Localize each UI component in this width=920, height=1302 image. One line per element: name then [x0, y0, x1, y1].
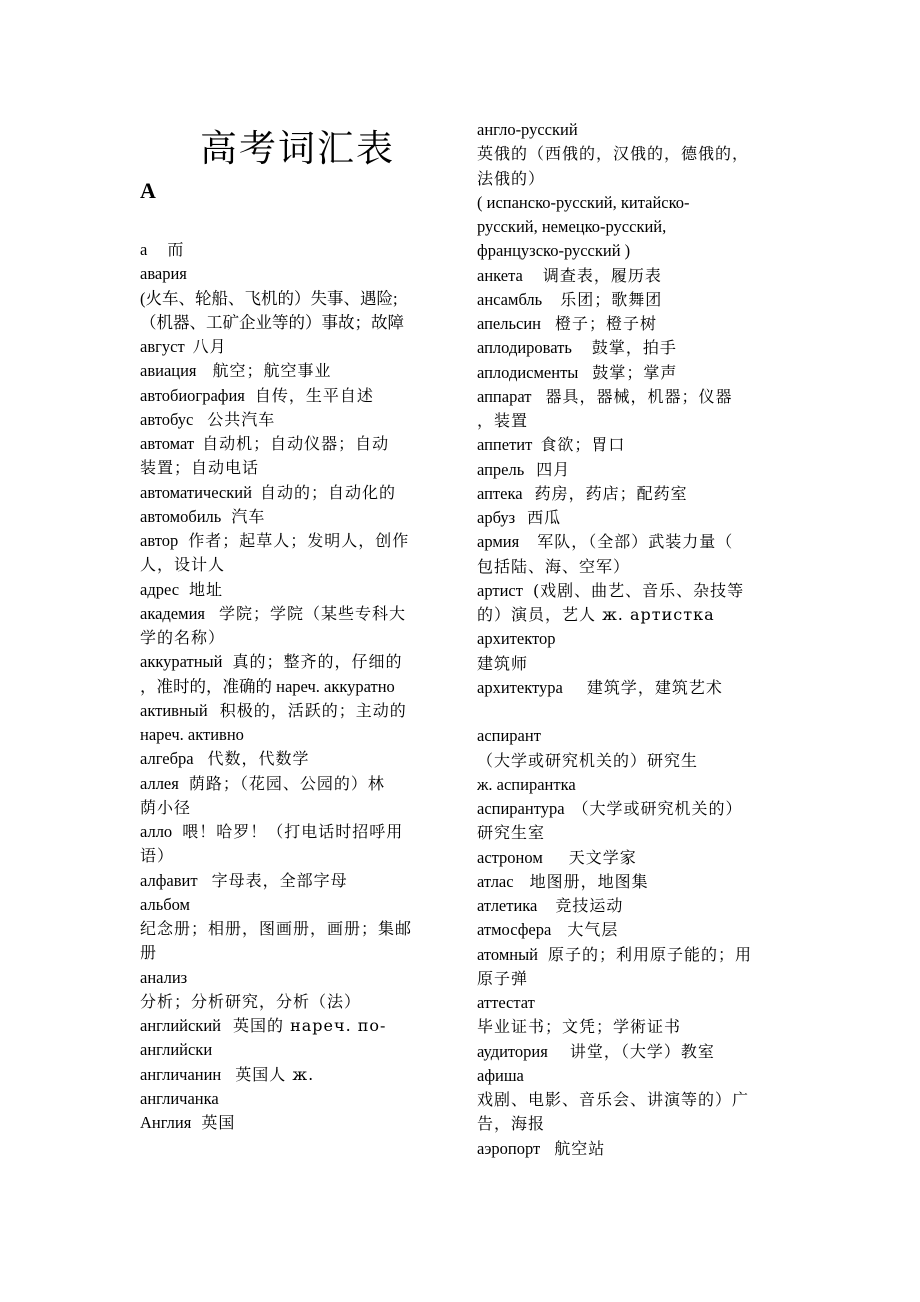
- chinese-translation: 学院；学院（某些专科大: [219, 603, 407, 623]
- vocab-line: [140, 747, 440, 771]
- russian-word: артист: [477, 580, 523, 600]
- vocab-line: [477, 991, 782, 1015]
- russian-word: атомный: [477, 944, 539, 964]
- russian-word: автомат: [140, 434, 195, 453]
- russian-word: английский: [140, 1016, 221, 1035]
- vocab-line: [140, 238, 440, 262]
- chinese-translation: 乐团；歌舞团: [560, 289, 663, 309]
- vocab-line: [140, 869, 440, 893]
- chinese-translation: ，装置: [477, 411, 529, 430]
- chinese-translation: 四月: [536, 459, 571, 479]
- vocab-line: [477, 361, 782, 385]
- vocab-line: [477, 797, 782, 821]
- vocab-line: [477, 773, 782, 797]
- chinese-translation: 汽车: [231, 506, 266, 526]
- vocab-line: [477, 821, 782, 845]
- russian-word: академия: [140, 603, 205, 623]
- chinese-translation: 军队，（全部）武装力量（: [537, 532, 734, 552]
- vocab-line: [477, 1040, 782, 1064]
- vocab-line: [477, 239, 782, 263]
- vocab-line: [140, 820, 440, 844]
- chinese-translation: （大学或研究机关的）: [572, 799, 743, 818]
- vocab-line: [140, 844, 440, 868]
- vocab-line: [140, 941, 440, 965]
- chinese-translation: 原子弹: [477, 968, 529, 988]
- chinese-translation: 荫路；（花园、公园的）林: [188, 773, 385, 793]
- vocab-line: [477, 627, 782, 651]
- russian-word: астроном: [477, 847, 543, 867]
- vocab-line: [140, 408, 440, 432]
- russian-word: алфавит: [140, 870, 198, 890]
- russian-word: аптека: [477, 483, 523, 503]
- russian-word: аппетит: [477, 435, 533, 455]
- russian-word: афиша: [477, 1065, 524, 1085]
- russian-word: аудитория: [477, 1041, 548, 1061]
- vocab-line: [140, 505, 440, 529]
- vocab-line: [140, 675, 440, 699]
- vocab-line: [477, 1064, 782, 1088]
- vocab-line: [140, 772, 440, 796]
- chinese-translation: 建筑学，建筑艺术: [586, 677, 723, 697]
- chinese-translation: 语）: [140, 846, 175, 866]
- russian-word: нареч. активно: [140, 725, 244, 744]
- vocab-line: [477, 506, 782, 530]
- chinese-translation: 鼓掌；掌声: [592, 362, 678, 382]
- vocab-line: [140, 311, 440, 335]
- vocab-line: [140, 1014, 440, 1038]
- russian-word: апельсин: [477, 314, 542, 333]
- chinese-translation: 英国: [201, 1113, 236, 1132]
- vocab-line: [477, 433, 782, 457]
- russian-word: французско-русский ): [477, 241, 631, 261]
- page-title: 高考词汇表: [200, 127, 395, 170]
- vocab-line: [477, 870, 782, 894]
- russian-word: архитектор: [477, 629, 556, 649]
- vocab-line: [477, 652, 782, 676]
- chinese-translation: 毕业证书；文凭；学術证书: [477, 1017, 682, 1037]
- vocab-line: [140, 359, 440, 383]
- vocab-line: [477, 458, 782, 482]
- russian-word: атлас: [477, 871, 514, 891]
- vocab-line: [477, 1112, 782, 1136]
- vocab-line: [477, 530, 782, 554]
- chinese-translation: 册: [140, 943, 158, 963]
- vocab-line: [140, 893, 440, 917]
- vocab-line: [477, 967, 782, 991]
- russian-word: автобиография: [140, 385, 245, 405]
- chinese-translation: 研究生室: [477, 823, 546, 843]
- russian-word: （机器、工矿企业等的）事故；故障: [140, 312, 404, 332]
- chinese-translation: 学的名称）: [140, 628, 226, 647]
- vocab-line: [477, 385, 782, 409]
- chinese-translation: 天文学家: [568, 847, 637, 867]
- vocab-line: [140, 262, 440, 286]
- chinese-translation: 法俄的）: [477, 168, 546, 188]
- chinese-translation: 积极的，活跃的；主动的: [219, 700, 407, 720]
- russian-word: анкета: [477, 265, 523, 285]
- chinese-translation: 英国的 нареч. по-: [232, 1016, 387, 1035]
- russian-word: аттестат: [477, 993, 535, 1012]
- chinese-translation: 装置；自动电话: [140, 458, 260, 478]
- russian-word: авиация: [140, 361, 197, 381]
- russian-word: апрель: [477, 459, 525, 479]
- chinese-translation: 西瓜: [527, 508, 562, 527]
- vocab-line: [140, 1087, 440, 1111]
- vocab-line: [477, 894, 782, 918]
- vocab-line: [140, 1038, 440, 1062]
- chinese-translation: 告，海报: [477, 1114, 546, 1134]
- chinese-translation: 作者；起草人；发明人，创作: [188, 531, 410, 550]
- russian-word: автор: [140, 531, 179, 550]
- chinese-translation: 自传，生平自述: [254, 385, 374, 405]
- russian-word: архитектура: [477, 677, 563, 697]
- russian-word: англо-русский: [477, 120, 578, 139]
- chinese-translation: 自动机；自动仪器；自动: [202, 434, 390, 453]
- russian-word: англичанка: [140, 1088, 219, 1108]
- russian-word: ж. аспирантка: [477, 774, 576, 794]
- vocab-line: [140, 602, 440, 626]
- chinese-translation: 分析；分析研究，分析（法）: [140, 991, 362, 1011]
- vocab-line: [477, 700, 782, 724]
- vocab-line: [477, 264, 782, 288]
- vocab-line: [477, 118, 782, 142]
- chinese-translation: 而: [167, 240, 185, 259]
- vocab-line: [140, 1111, 440, 1135]
- vocab-line: [140, 578, 440, 602]
- russian-word: (火车、轮船、飞机的）失事、遇险;: [140, 288, 398, 308]
- vocab-line: [477, 142, 782, 166]
- vocab-line: [140, 723, 440, 747]
- russian-word: автоматический: [140, 482, 252, 502]
- vocab-line: [140, 917, 440, 941]
- chinese-translation: 喂！哈罗！（打电话时招呼用: [182, 822, 404, 841]
- chinese-translation: 食欲；胃口: [540, 435, 626, 455]
- vocab-line: [477, 603, 782, 627]
- vocab-line: [140, 481, 440, 505]
- russian-word: авария: [140, 264, 187, 284]
- chinese-translation: 真的；整齐的，仔细的: [232, 652, 403, 672]
- chinese-translation: 的）演员，艺人 ж. артистка: [477, 605, 715, 624]
- vocab-line: [477, 676, 782, 700]
- vocab-line: [477, 191, 782, 215]
- section-letter: A: [140, 178, 156, 203]
- russian-word: автомобиль: [140, 506, 222, 526]
- chinese-translation: 代数，代数学: [207, 749, 310, 769]
- russian-word: а: [140, 240, 148, 259]
- chinese-translation: 戏剧、电影、音乐会、讲演等的）广: [477, 1090, 750, 1109]
- russian-word: английски: [140, 1040, 213, 1060]
- vocab-line: [140, 650, 440, 674]
- chinese-translation: 竞技运动: [555, 896, 624, 915]
- vocab-line: [140, 287, 440, 311]
- vocab-line: [477, 288, 782, 312]
- chinese-translation: 荫小径: [140, 797, 192, 817]
- chinese-translation: 调查表，履历表: [542, 265, 662, 285]
- russian-word: алло: [140, 822, 173, 841]
- russian-word: август: [140, 337, 185, 356]
- vocab-line: [140, 626, 440, 650]
- russian-word: аплодисменты: [477, 362, 579, 382]
- russian-word: аспирант: [477, 726, 541, 746]
- chinese-translation: 原子的；利用原子能的；用: [548, 944, 753, 964]
- vocab-line: [477, 555, 782, 579]
- russian-word: активный: [140, 700, 208, 720]
- chinese-translation: 英国人 ж.: [235, 1064, 315, 1084]
- russian-word: Англия: [140, 1113, 192, 1132]
- chinese-translation: 自动的；自动化的: [259, 482, 396, 502]
- chinese-translation: 讲堂，（大学）教室: [569, 1041, 715, 1061]
- chinese-translation: 鼓掌，拍手: [591, 338, 677, 358]
- russian-word: адрес: [140, 579, 180, 599]
- russian-word: арбуз: [477, 508, 516, 527]
- russian-word: анализ: [140, 967, 188, 987]
- russian-word: аппарат: [477, 386, 532, 406]
- russian-word: аккуратный: [140, 652, 223, 672]
- vocab-line: [477, 409, 782, 433]
- vocab-line: [477, 724, 782, 748]
- vocab-line: [477, 215, 782, 239]
- russian-word: аплодировать: [477, 338, 572, 358]
- chinese-translation: 纪念册；相册，图画册，画册；集邮: [140, 919, 413, 938]
- russian-word: русский, немецко-русский,: [477, 217, 667, 236]
- chinese-translation: 药房，药店；配药室: [534, 483, 688, 503]
- russian-word: ，准时的，准确的 нареч. аккуратно: [140, 676, 395, 696]
- russian-word: атлетика: [477, 896, 538, 915]
- chinese-translation: (戏剧、曲艺、音乐、杂技等: [532, 580, 745, 600]
- russian-word: автобус: [140, 409, 194, 429]
- vocab-line: [477, 482, 782, 506]
- russian-word: аллея: [140, 773, 179, 793]
- vocab-line: [477, 918, 782, 942]
- russian-word: аэропорт: [477, 1138, 541, 1158]
- vocab-line: [477, 167, 782, 191]
- vocab-line: [477, 312, 782, 336]
- vocab-line: [477, 846, 782, 870]
- chinese-translation: 大气层: [567, 920, 619, 940]
- russian-word: англичанин: [140, 1064, 222, 1084]
- vocab-line: [140, 553, 440, 577]
- vocab-line: [477, 579, 782, 603]
- chinese-translation: 字母表，全部字母: [211, 870, 348, 890]
- vocab-line: [140, 432, 440, 456]
- chinese-translation: 八月: [192, 337, 227, 356]
- vocab-line: [140, 990, 440, 1014]
- russian-word: аспирантура: [477, 799, 565, 818]
- vocab-line: [140, 529, 440, 553]
- vocab-line: [477, 749, 782, 773]
- chinese-translation: 航空站: [554, 1138, 606, 1158]
- chinese-translation: 器具，器械，机器；仪器: [545, 386, 733, 406]
- chinese-translation: 地址: [189, 579, 224, 599]
- russian-word: армия: [477, 532, 520, 552]
- vocab-line: [140, 699, 440, 723]
- vocab-line: [140, 335, 440, 359]
- chinese-translation: 建筑师: [477, 653, 529, 673]
- vocab-line: [477, 336, 782, 360]
- chinese-translation: （大学或研究机关的）研究生: [477, 750, 699, 770]
- chinese-translation: 橙子；橙子树: [555, 314, 658, 333]
- russian-word: алгебра: [140, 749, 194, 769]
- vocab-line: [140, 796, 440, 820]
- vocab-line: [140, 384, 440, 408]
- vocab-line: [477, 943, 782, 967]
- vocab-line: [140, 1063, 440, 1087]
- chinese-translation: 英俄的（西俄的，汉俄的，德俄的，: [477, 144, 750, 164]
- chinese-translation: 公共汽车: [207, 409, 276, 429]
- vocab-line: [477, 1137, 782, 1161]
- vocab-line: [477, 1015, 782, 1039]
- vocab-line: [140, 966, 440, 990]
- chinese-translation: 人，设计人: [140, 555, 226, 575]
- russian-word: атмосфера: [477, 920, 552, 940]
- russian-word: альбом: [140, 894, 190, 914]
- vocab-line: [477, 1088, 782, 1112]
- chinese-translation: 包括陆、海、空军）: [477, 556, 631, 576]
- chinese-translation: 航空；航空事业: [212, 361, 332, 381]
- vocab-line: [140, 456, 440, 480]
- russian-word: ансамбль: [477, 289, 543, 309]
- russian-word: ( испанско-русский, китайско-: [477, 192, 690, 212]
- chinese-translation: 地图册，地图集: [529, 871, 649, 891]
